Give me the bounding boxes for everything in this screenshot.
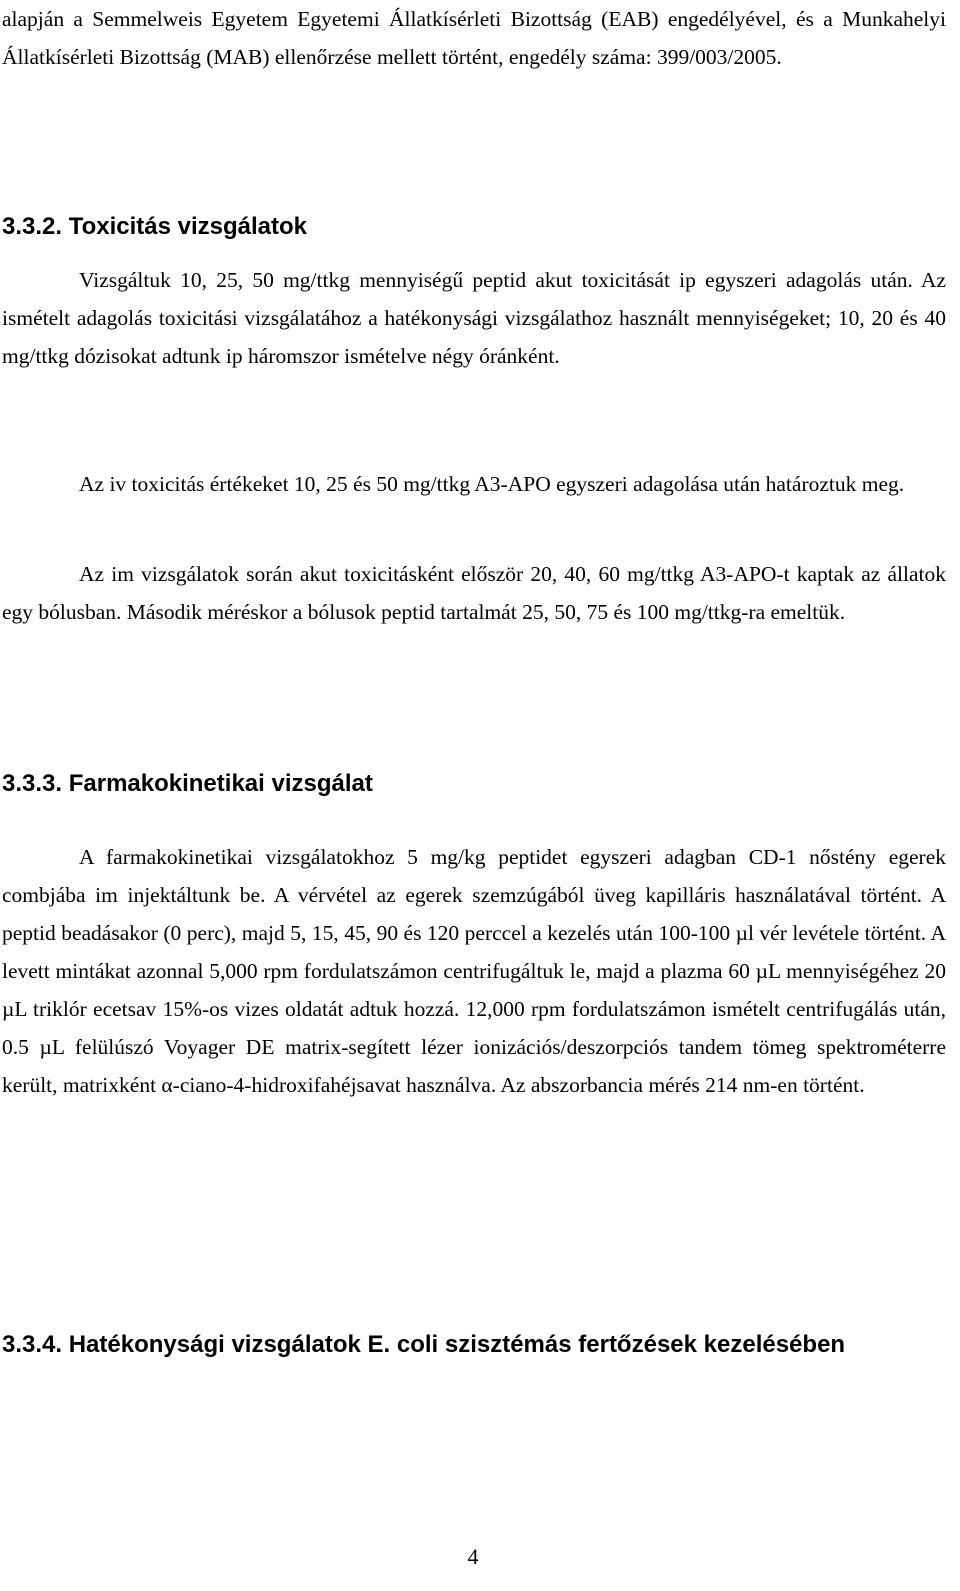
section-heading-efficacy: 3.3.4. Hatékonysági vizsgálatok E. coli szisztémás fertőzések kezelésében	[2, 1331, 846, 1358]
paragraph-toxicity-iv: Az iv toxicitás értékeket 10, 25 és 50 mg/ttkg A3-APO egyszeri adagolása után határoztuk meg.	[79, 472, 905, 496]
section-heading-toxicity: 3.3.2. Toxicitás vizsgálatok	[2, 213, 308, 240]
paragraph-toxicity-im: Az im vizsgálatok során akut toxicitásként először 20, 40, 60 mg/ttkg A3-APO-t kaptak az állatok egy bólusban. Második méréskor a bólusok peptid tartalmát 25, 50, 75 és 100 mg/ttkg-ra emeltük.	[2, 562, 946, 624]
paragraph-intro: alapján a Semmelweis Egyetem Egyetemi Állatkísérleti Bizottság (EAB) engedélyével, és a Munkahelyi Állatkísérleti Bizottság (MAB) ellenőrzése mellett történt, engedély száma: 399/003/2005.	[2, 7, 946, 69]
paragraph-pharmacokinetics: A farmakokinetikai vizsgálatokhoz 5 mg/kg peptidet egyszeri adagban CD-1 nőstény egerek combjába im injektáltunk be. A vérvétel az egerek szemzúgából üveg kapilláris használatával történt. A peptid beadásakor (0 perc), majd 5, 15, 45, 90 és 120 perccel a kezelés után 100-100 µl vér levétele történt. A levett mintákat azonnal 5,000 rpm fordulatszámon centrifugáltuk le, majd a plazma 60 µL mennyiségéhez 20 µL triklór ecetsav 15%-os vizes oldatát adtuk hozzá. 12,000 rpm fordulatszámon ismételt centrifugálás után, 0.5 µL felülúszó Voyager DE matrix-segített lézer ionizációs/deszorpciós tandem tömeg spektrométerre került, matrixként α-ciano-4-hidroxifahéjsavat használva. Az abszorbancia mérés 214 nm-en történt.	[2, 845, 946, 1097]
page-number: 4	[467, 1544, 479, 1569]
paragraph-toxicity-acute: Vizsgáltuk 10, 25, 50 mg/ttkg mennyiségű peptid akut toxicitását ip egyszeri adagolás után. Az ismételt adagolás toxicitási vizsgálatához a hatékonysági vizsgálathoz használt mennyiségeket; 10, 20 és 40 mg/ttkg dózisokat adtunk ip háromszor ismételve négy óránként.	[2, 268, 946, 368]
section-heading-pharmacokinetics: 3.3.3. Farmakokinetikai vizsgálat	[2, 770, 373, 797]
